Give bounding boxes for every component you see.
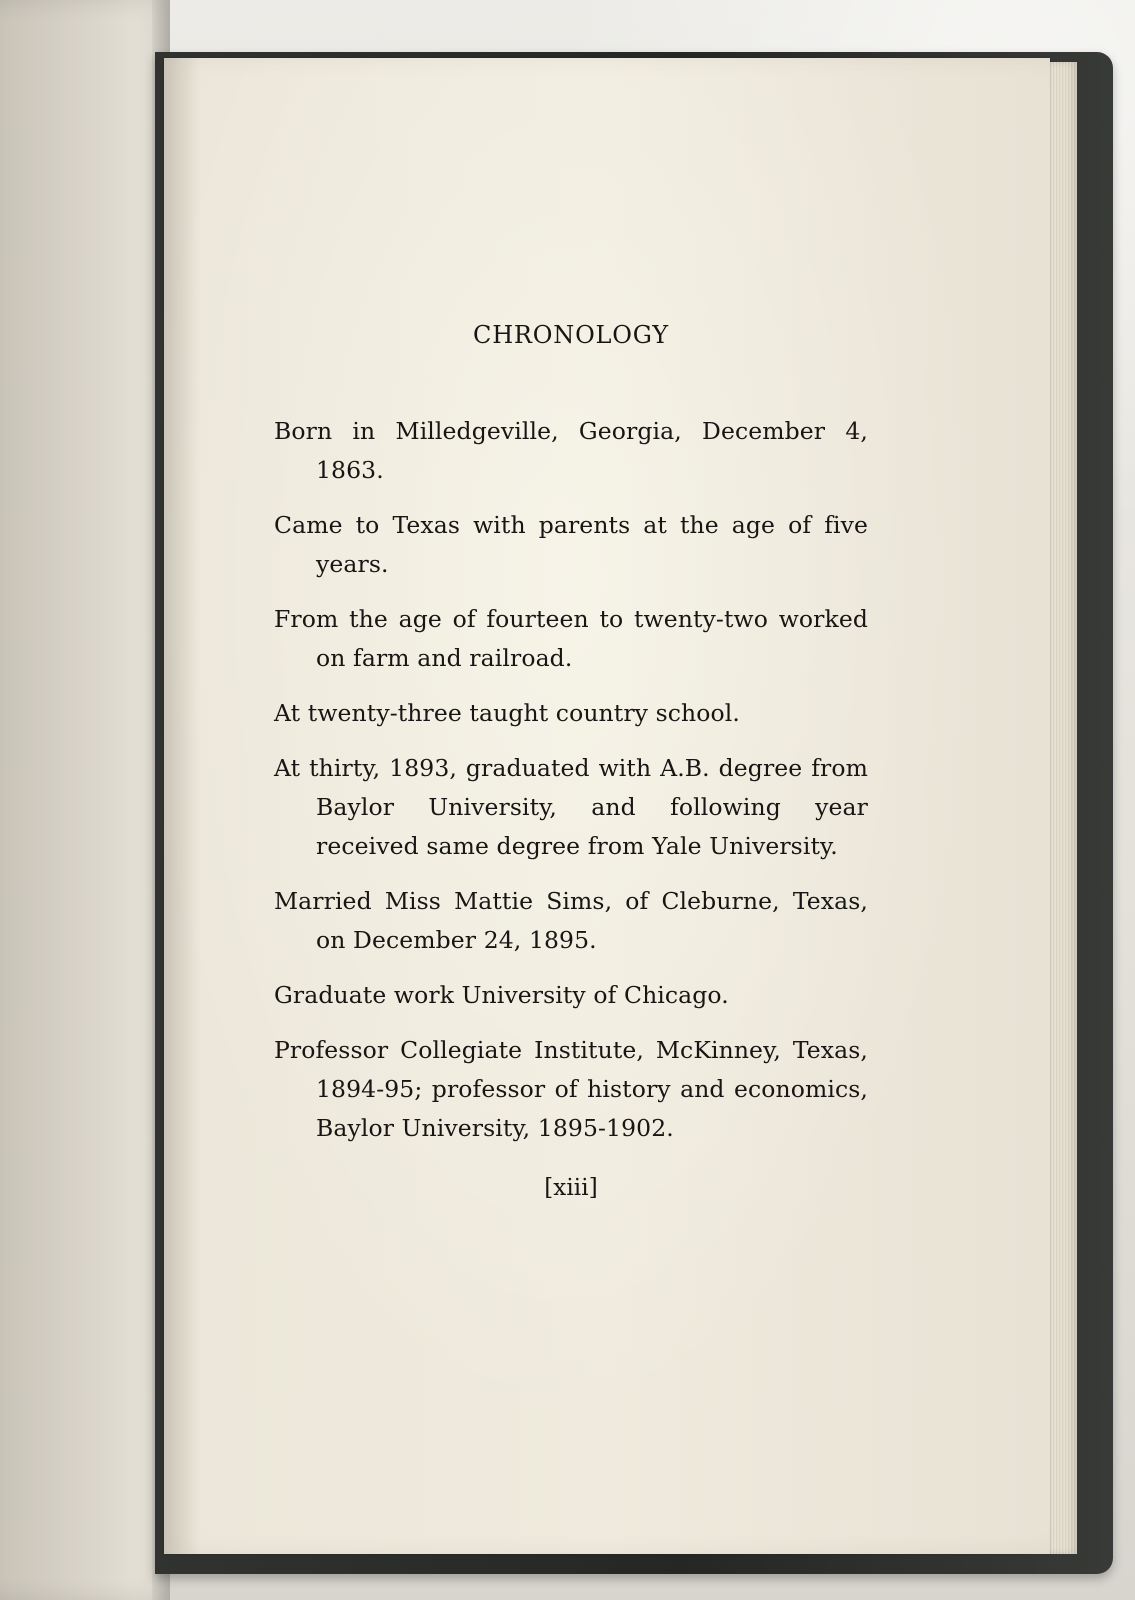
chronology-entry-work: From the age of fourteen to twenty-two worked on farm and railroad. bbox=[274, 605, 868, 672]
chronology-entry-professorships: Professor Collegiate Institute, McKinney, Texas, 1894-95; professor of history and economics, Baylor University, 1895-1902. bbox=[274, 1036, 868, 1142]
chronology-entry-graduate-work: Graduate work University of Chicago. bbox=[274, 981, 729, 1009]
chronology-text bbox=[274, 316, 868, 1208]
chronology-entry-texas: Came to Texas with parents at the age of five years. bbox=[274, 511, 868, 578]
page-title: CHRONOLOGY bbox=[473, 321, 669, 349]
left-page bbox=[0, 0, 170, 1600]
right-page bbox=[164, 58, 1050, 1554]
chronology-entry-marriage: Married Miss Mattie Sims, of Cleburne, Texas, on December 24, 1895. bbox=[274, 887, 868, 954]
page-number: [xiii] bbox=[544, 1175, 598, 1201]
chronology-entry-degrees: At thirty, 1893, graduated with A.B. degree from Baylor University, and following year received same degree from Yale University. bbox=[274, 754, 868, 860]
chronology-entry-birth: Born in Milledgeville, Georgia, December 4, 1863. bbox=[274, 417, 868, 484]
chronology-entry-teaching: At twenty-three taught country school. bbox=[274, 699, 740, 727]
